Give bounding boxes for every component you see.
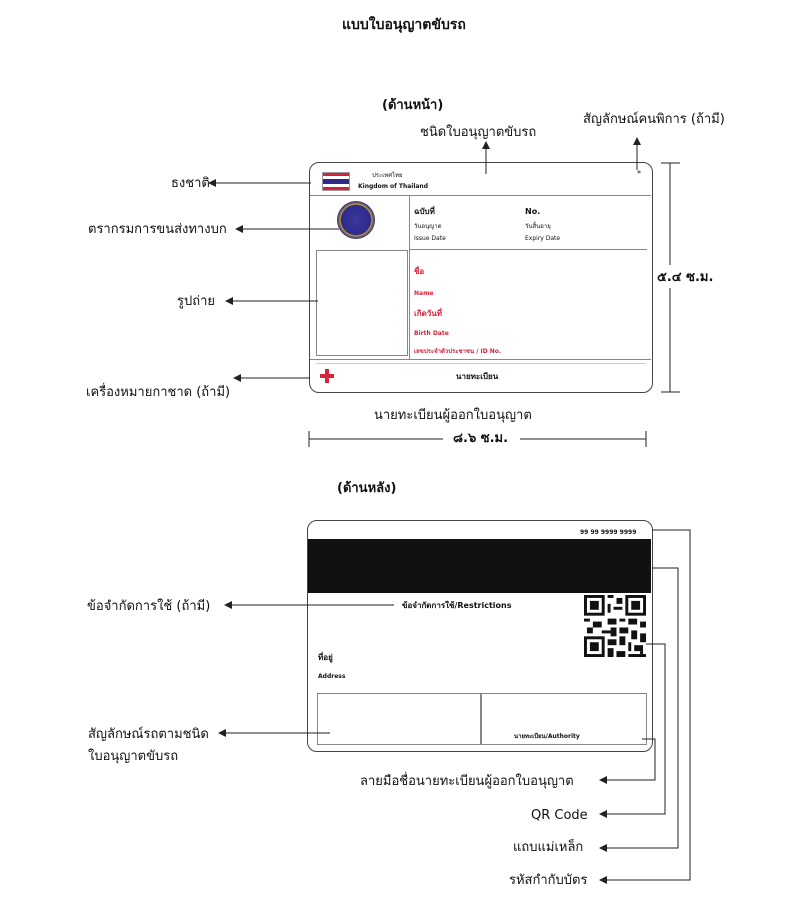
- birth-th: เกิดวันที่: [414, 309, 443, 318]
- id-label: เลขประจำตัวประชาชน / ID No.: [414, 348, 502, 355]
- arrow-magnetic: [600, 568, 678, 848]
- birth-en: Birth Date: [414, 330, 449, 337]
- callout-seal: ตรากรมการขนส่งทางบก: [88, 222, 227, 237]
- country-thai: ประเทศไทย: [372, 172, 403, 179]
- arrow-signature: [600, 739, 655, 780]
- expiry-date-en: Expiry Date: [525, 235, 561, 242]
- authority-label: นายทะเบียน/Authority: [514, 733, 580, 740]
- callout-license-type: ชนิดใบอนุญาตขับรถ: [420, 125, 537, 140]
- front-heading: (ด้านหน้า): [382, 98, 444, 113]
- address-th: ที่อยู่: [318, 653, 333, 662]
- restrictions-label: ข้อจำกัดการใช้/Restrictions: [402, 601, 512, 610]
- name-th: ชื่อ: [414, 267, 425, 276]
- edition-label: ฉบับที่: [414, 207, 435, 216]
- callout-magnetic: แถบแม่เหล็ก: [513, 840, 584, 855]
- expiry-date-th: วันสิ้นอายุ: [525, 223, 551, 230]
- no-label: No.: [525, 207, 541, 216]
- dimension-width: ๘.๖ ซ.ม.: [453, 431, 509, 446]
- arrow-qr: [600, 644, 665, 814]
- callout-disability-symbol: สัญลักษณ์คนพิการ (ถ้ามี): [583, 112, 725, 127]
- issue-date-th: วันอนุญาต: [414, 223, 442, 230]
- address-en: Address: [318, 673, 346, 680]
- country-en: Kingdom of Thailand: [358, 183, 428, 190]
- callout-vehicle-symbol-1: สัญลักษณ์รถตามชนิด: [88, 727, 209, 742]
- callout-flag: ธงชาติ: [171, 176, 210, 191]
- page-title: แบบใบอนุญาตขับรถ: [342, 17, 466, 33]
- callout-signature: ลายมือชื่อนายทะเบียนผู้ออกใบอนุญาต: [360, 774, 574, 789]
- callout-photo: รูปถ่าย: [177, 294, 216, 309]
- callout-card-code: รหัสกำกับบัตร: [509, 873, 588, 888]
- issue-date-en: Issue Date: [414, 235, 446, 242]
- callout-vehicle-symbol-2: ใบอนุญาตขับรถ: [88, 749, 179, 764]
- dimension-height: ๕.๔ ซ.ม.: [657, 270, 714, 285]
- disability-marker: *: [637, 169, 641, 178]
- callout-qr: QR Code: [531, 808, 588, 823]
- callout-issuer: นายทะเบียนผู้ออกใบอนุญาต: [374, 408, 532, 423]
- back-heading: (ด้านหลัง): [337, 481, 397, 496]
- arrow-card-code: [600, 530, 690, 880]
- name-en: Name: [414, 290, 434, 297]
- registrar-label: นายทะเบียน: [456, 372, 499, 381]
- card-code: 99 99 9999 9999: [580, 529, 637, 536]
- callout-restrictions: ข้อจำกัดการใช้ (ถ้ามี): [87, 599, 211, 614]
- callout-red-cross: เครื่องหมายกาชาด (ถ้ามี): [86, 385, 231, 400]
